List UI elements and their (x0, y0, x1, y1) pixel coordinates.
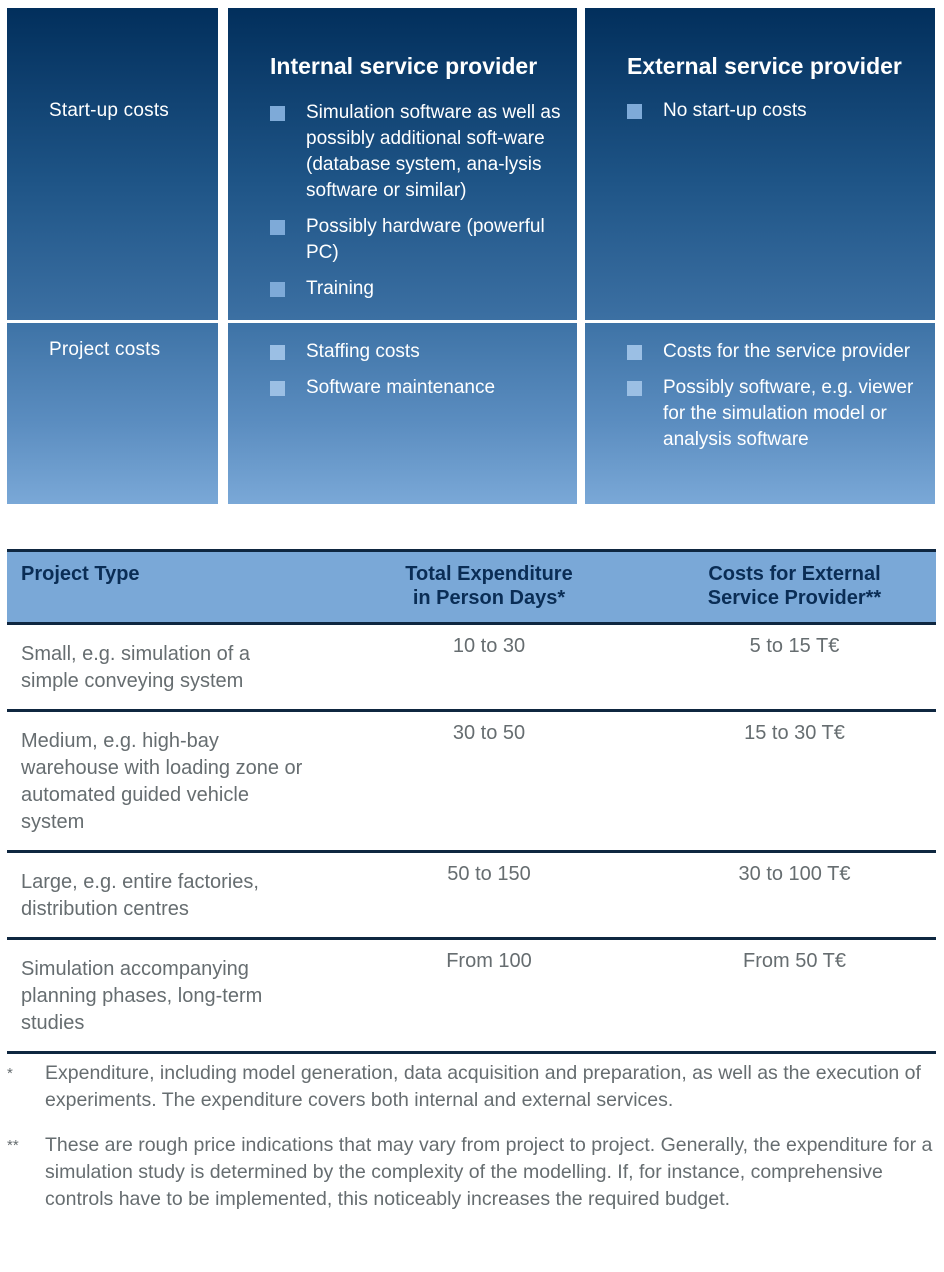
list-item: Staffing costs (270, 339, 569, 365)
table-row (7, 711, 936, 852)
cell-project-type: Simulation accompanying planning phases, long-term studies (7, 939, 325, 1053)
list-item: Costs for the service provider (627, 339, 927, 365)
footnote-mark: ** (7, 1137, 19, 1154)
internal-project-cell (228, 323, 577, 504)
table-header-row (7, 551, 936, 624)
row-label-project-costs: Project costs (49, 339, 161, 360)
list-item: Software maintenance (270, 375, 569, 401)
list-item: Simulation software as well as possibly additional soft-ware (database system, ana-lysis software or similar) (270, 100, 569, 204)
list-item: Training (270, 276, 569, 302)
cell-person-days: 50 to 150 (325, 852, 653, 939)
footnote-double-asterisk (7, 1132, 937, 1213)
internal-provider-heading: Internal service provider (270, 53, 538, 79)
startup-costs-label-cell (7, 8, 218, 320)
table-row (7, 624, 936, 711)
list-item: No start-up costs (627, 98, 927, 124)
square-bullet-icon (270, 220, 285, 235)
cell-project-type: Large, e.g. entire factories, distribution centres (7, 852, 325, 939)
square-bullet-icon (270, 345, 285, 360)
list-item: Possibly hardware (powerful PC) (270, 214, 569, 266)
footnote-single-asterisk (7, 1060, 937, 1114)
footnote-mark: * (7, 1065, 13, 1082)
internal-startup-list (270, 100, 569, 312)
cell-external-cost: 15 to 30 T€ (653, 711, 936, 852)
external-startup-cell (585, 8, 935, 320)
cell-person-days: 30 to 50 (325, 711, 653, 852)
square-bullet-icon (627, 381, 642, 396)
footnote-text: Expenditure, including model generation, data acquisition and preparation, as well as the execution of experiments. The expenditure covers both internal and external services. (45, 1062, 921, 1111)
row-label-startup-costs: Start-up costs (49, 100, 170, 121)
external-provider-heading: External service provider (627, 53, 902, 79)
external-project-cell (585, 323, 935, 504)
cell-person-days: 10 to 30 (325, 624, 653, 711)
project-cost-table (7, 549, 936, 1054)
cell-project-type: Small, e.g. simulation of a simple conveying system (7, 624, 325, 711)
square-bullet-icon (627, 104, 642, 119)
footnote-text: These are rough price indications that may vary from project to project. Generally, the expenditure for a simulation study is determined by the complexity of the modelling. If, for instance, comprehensive controls have to be implemented, this noticeably increases the required budget. (45, 1134, 933, 1210)
project-costs-label-cell (7, 323, 218, 504)
cell-person-days: From 100 (325, 939, 653, 1053)
external-startup-list (627, 98, 927, 134)
square-bullet-icon (270, 381, 285, 396)
header-project-type: Project Type (7, 551, 325, 624)
square-bullet-icon (270, 106, 285, 121)
footnotes (7, 1060, 937, 1231)
table-row (7, 852, 936, 939)
external-project-list (627, 339, 927, 463)
square-bullet-icon (270, 282, 285, 297)
internal-project-list (270, 339, 569, 411)
list-item: Possibly software, e.g. viewer for the simulation model or analysis software (627, 375, 927, 453)
cell-external-cost: From 50 T€ (653, 939, 936, 1053)
cell-external-cost: 30 to 100 T€ (653, 852, 936, 939)
header-external-costs: Costs for External Service Provider** (653, 551, 936, 624)
internal-startup-cell (228, 8, 577, 320)
table-row (7, 939, 936, 1053)
header-total-expenditure: Total Expenditure in Person Days* (325, 551, 653, 624)
cell-project-type: Medium, e.g. high-bay warehouse with loading zone or automated guided vehicle system (7, 711, 325, 852)
cell-external-cost: 5 to 15 T€ (653, 624, 936, 711)
square-bullet-icon (627, 345, 642, 360)
